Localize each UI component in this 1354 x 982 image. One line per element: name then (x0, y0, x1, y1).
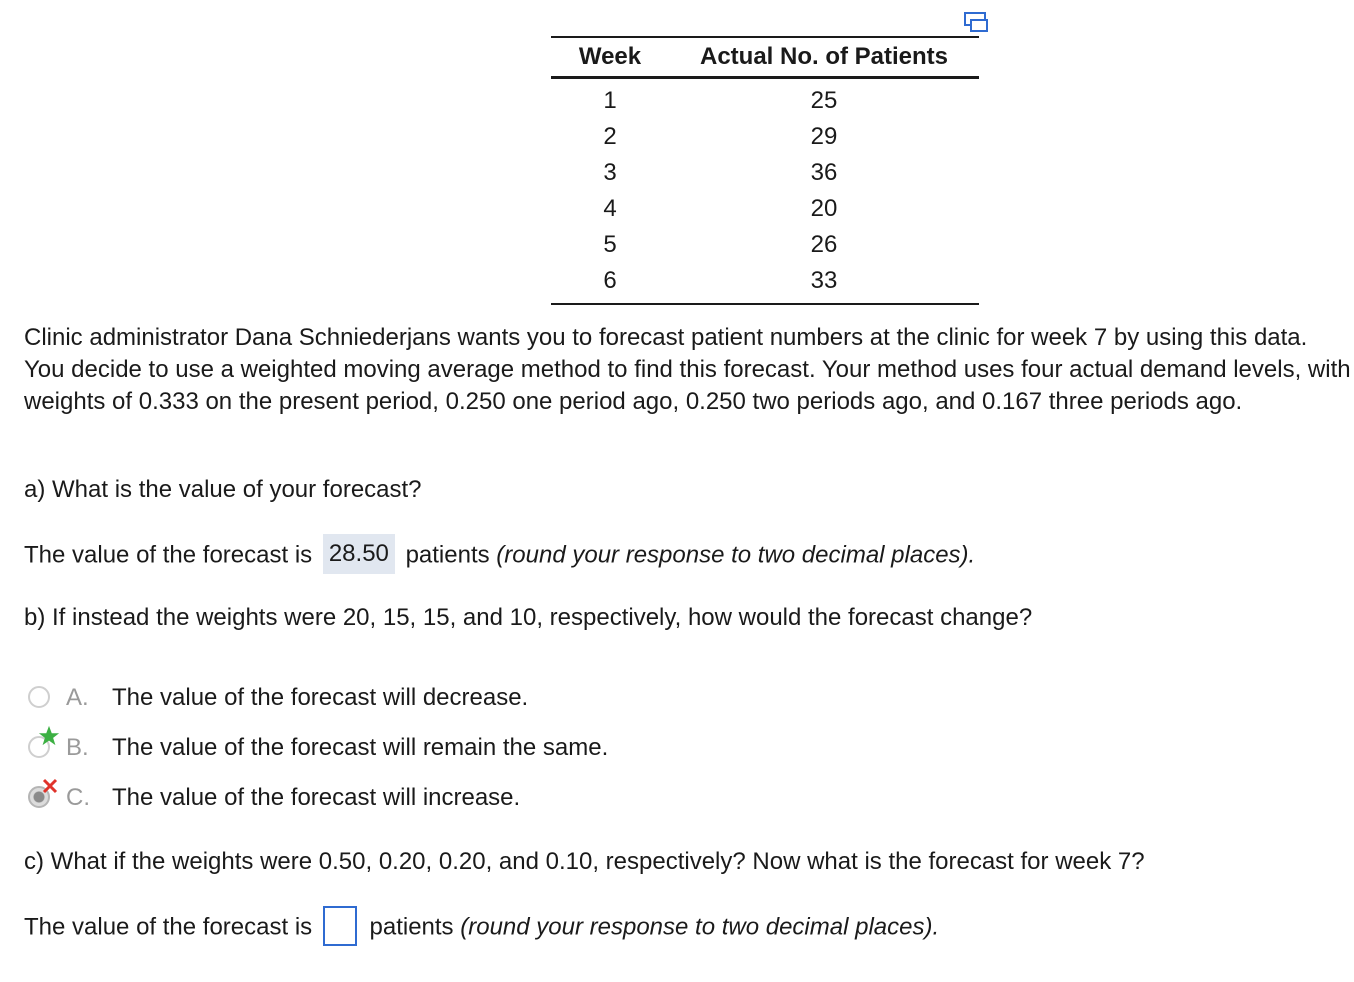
option-a[interactable] (26, 681, 528, 715)
table-cell-week: 4 (603, 195, 617, 222)
patients-table (551, 36, 979, 305)
copy-icon[interactable] (963, 10, 991, 34)
radio-option-c[interactable] (26, 783, 56, 813)
table-cell-patients: 20 (810, 195, 838, 222)
option-text: The value of the forecast will increase. (112, 784, 521, 811)
answer-a-prefix: The value of the forecast is (24, 541, 313, 569)
question-a: a) What is the value of your forecast? (24, 476, 422, 503)
option-text: The value of the forecast will decrease. (112, 684, 529, 711)
table-cell-week: 3 (603, 159, 617, 186)
table-header-row (551, 37, 979, 78)
table-row (551, 155, 979, 191)
option-text: The value of the forecast will remain the same. (112, 734, 609, 761)
question-b: b) If instead the weights were 20, 15, 15, and 10, respectively, how would the forecast change? (24, 604, 1033, 631)
table-row (551, 263, 979, 304)
star-icon (38, 725, 60, 747)
table-row (551, 227, 979, 263)
answer-c-line (24, 908, 939, 948)
answer-c-prefix: The value of the forecast is (24, 913, 313, 941)
table-cell-week: 6 (603, 267, 617, 294)
option-letter: B. (66, 734, 89, 761)
table-cell-week: 2 (603, 123, 617, 150)
table-cell-week: 5 (603, 231, 617, 258)
table-header-patients: Actual No. of Patients (669, 37, 979, 78)
table-cell-patients: 33 (810, 267, 838, 294)
option-c[interactable] (26, 781, 520, 815)
table-row (551, 78, 979, 120)
table-row (551, 119, 979, 155)
table-cell-patients: 26 (810, 231, 838, 258)
radio-option-a[interactable] (26, 683, 56, 713)
answer-c-suffix: patients (369, 913, 454, 941)
answer-a-suffix: patients (405, 541, 490, 569)
option-letter: A. (66, 684, 89, 711)
answer-a-line (24, 536, 975, 576)
x-mark-icon (40, 776, 60, 796)
radio-option-b[interactable] (26, 733, 56, 763)
radio-circle-icon (28, 686, 50, 708)
answer-a-value[interactable]: 28.50 (323, 534, 395, 574)
option-letter: C. (66, 784, 90, 811)
question-c: c) What if the weights were 0.50, 0.20, 0.20, and 0.10, respectively? Now what is the forecast for week 7? (24, 848, 1145, 875)
table-cell-patients: 36 (810, 159, 838, 186)
table-cell-patients: 25 (810, 87, 838, 114)
option-b[interactable] (26, 731, 608, 765)
problem-statement: Clinic administrator Dana Schniederjans wants you to forecast patient numbers at the clinic for week 7 by using this data. You decide to use a weighted moving average method to find this forecast. Your method uses four actual demand levels, with weights of 0.333 on the present period, 0.250 one period ago, 0.250 two periods ago, and 0.167 three periods ago. (24, 324, 1351, 415)
table-cell-week: 1 (603, 87, 617, 114)
table-cell-patients: 29 (810, 123, 838, 150)
answer-a-note: (round your response to two decimal places). (496, 541, 976, 569)
answer-c-input[interactable] (323, 906, 357, 946)
table-row (551, 191, 979, 227)
table-header-week: Week (551, 37, 669, 78)
answer-c-note: (round your response to two decimal places). (460, 913, 940, 941)
